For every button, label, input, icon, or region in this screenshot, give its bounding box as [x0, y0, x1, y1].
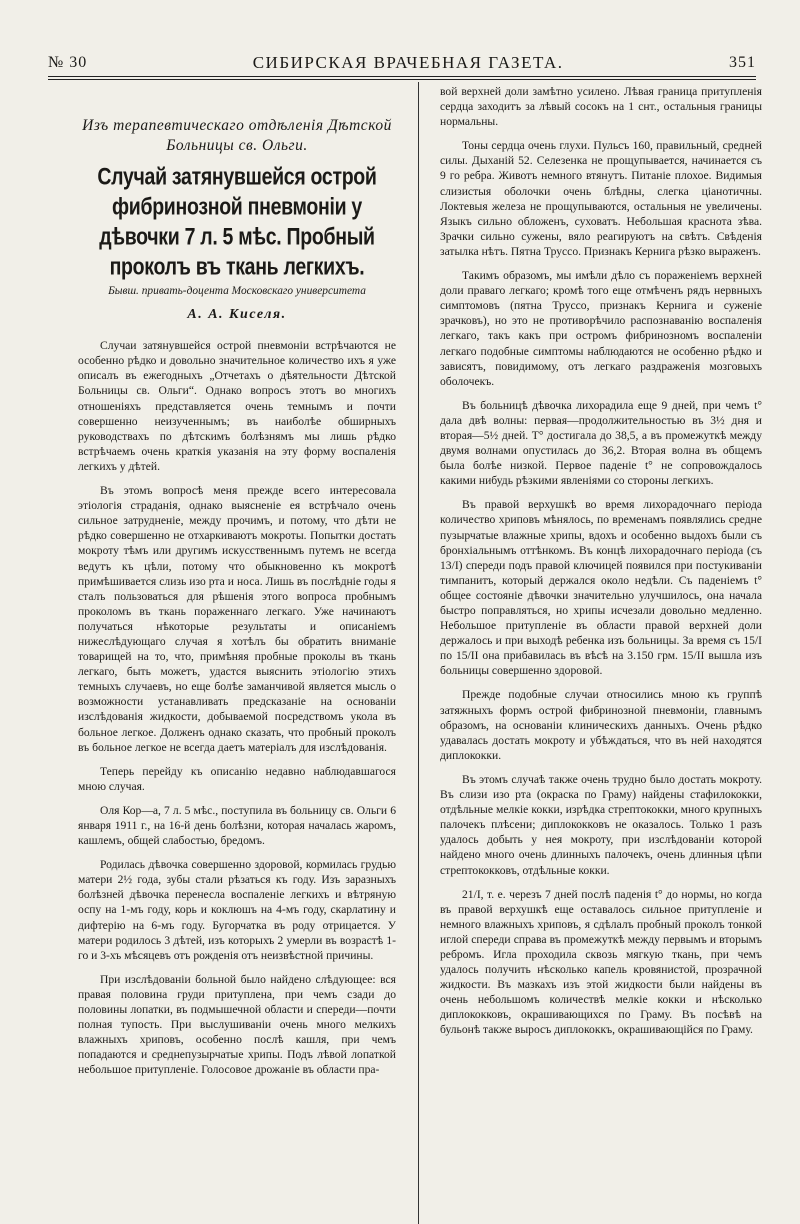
paragraph: вой верхней доли замѣтно усилено. Лѣвая граница притупленія сердца заходитъ за лѣвый сосокъ на 1 снт., остальныя границы нормальны.: [440, 85, 762, 129]
right-column: [440, 84, 762, 1220]
author-name: А. А. Киселя.: [187, 307, 287, 323]
author-position: Бывш. привать-доцента Московскаго университета: [108, 285, 366, 297]
running-header: [48, 50, 756, 76]
paragraph: Родилась дѣвочка совершенно здоровой, кормилась грудью матери 2½ года, зубы стали рѣзаться къ году. Изъ заразныхъ болѣзней дѣвочка перенесла воспаленіе легкихъ и вѣтряную оспу на 1-мъ году, корь и коклюшъ на 4-мъ году, скарлатину и дифтерію на 6-мъ году. Бугорчатка въ роду отрицается. У матери родилось 3 дѣтей, изъ которыхъ 2 умерли въ возрастѣ 1-го и 3-хъ мѣсяцевъ отъ рожденія отъ неизвѣстной причины.: [78, 858, 396, 962]
paragraph: Въ этомъ вопросѣ меня прежде всего интересовала этіологія страданія, однако выясненіе ея встрѣчало очень сильное затрудненіе, между прочимъ, и потому, что дѣти не рѣдко совершенно не отхаркиваютъ мокроты. Попытки достать мокроту тѣмъ или другимъ искусственнымъ путемъ не всегда ведутъ къ цѣли, потому что обыкновенно къ мокротѣ примѣшивается слизь изо рта и носа. Лишь въ послѣдніе годы я сталъ пользоваться для рѣшенія этого вопроса пробнымъ проколомъ въ ткань пораженнаго легкаго. Уже начинаютъ получаться нѣкоторые результаты и описаніемъ нижеслѣдующаго случая я хотѣлъ бы обратить вниманіе товарищей на то, что, примѣняя пробные проколы въ ткань легкаго, быть можетъ, удастся выяснить этіологію этихъ темныхъ случаевъ, но еще болѣе заманчивой является мысль о возможности устанавливать предсказаніе на основаніи изслѣдованія жидкости, добываемой посредствомъ укола въ больное легкое. Долженъ однако сказать, что пробный проколъ въ больное легкое не всегда даетъ матеріалъ для изслѣдованія.: [78, 484, 396, 754]
paragraph: Тоны сердца очень глухи. Пульсъ 160, правильный, средней силы. Дыханій 52. Селезенка не прощупывается, начинается съ 9 го ребра. Животъ немного втянутъ. Питаніе плохое. Видимыя слизистыя оболочки очень блѣдны, слегка ціанотичны. Локтевыя железа не прощупываются, остальныя не увеличены. Языкъ сильно обложенъ, суховатъ. Небольшая краснота зѣва. Зрачки сильно сужены, вяло реагируютъ на свѣтъ. Свѣденія затылка нѣтъ. Пятна Труссо. Признакъ Кернига рѣзко выраженъ.: [440, 139, 762, 258]
paragraph: Такимъ образомъ, мы имѣли дѣло съ пораженіемъ верхней доли праваго легкаго; кромѣ того еще отмѣченъ рядъ нервныхъ симптомовъ (пятна Труссо, признакъ Кернига и суженіе зрачковъ), но это не противорѣчило распознаванію воспаленія легкаго, такъ какъ при остромъ фибринозномъ воспаленіи легкаго подобные симптомы наблюдаются не особенно рѣдко и зависятъ, повидимому, отъ легкаго раздраженія мозговыхъ оболочекъ.: [440, 269, 762, 388]
article-title: Случай затянувшейся острой фибринозной пневмоніи у дѣвочки 7 л. 5 мѣс. Пробный проколъ въ ткань легкихъ.: [97, 163, 377, 281]
left-column: [78, 84, 396, 1220]
paragraph: 21/I, т. е. черезъ 7 дней послѣ паденія t° до нормы, но когда въ правой верхушкѣ еще оставалось сильное притупленіе и немного влажныхъ хриповъ, я сдѣлалъ пробный проколъ тонкой иглой спереди справа въ промежуткѣ между первымъ и вторымъ ребромъ. Игла проходила сквозь мягкую ткань, при чемъ удалось получить нѣсколько капель кровянистой, прозрачной жидкости. Въ мазкахъ изъ этой жидкости были найдены въ очень небольшомъ количествѣ мелкіе кокки и нѣсколько диплококковъ, окрашивающихся по Граму. Въ посѣвѣ на бульонѣ также выросъ диплококкъ, окрашивающійся по Граму.: [440, 887, 762, 1037]
paragraph: Оля Кор—а, 7 л. 5 мѣс., поступила въ больницу св. Ольги 6 января 1911 г., на 16-й день болѣзни, которая началась жаромъ, кашлемъ, общей слабостью, бредомъ.: [78, 803, 396, 848]
paragraph: Случаи затянувшейся острой пневмоніи встрѣчаются не особенно рѣдко и довольно значительное количество ихъ я уже описалъ въ ежегодныхъ „Отчетахъ о дѣятельности Дѣтской Больницы св. Ольги“. Однако вопросъ этотъ во многихъ отношеніяхъ представляется очень темнымъ и почти совершенно неизученнымъ; въ наиболѣе обширныхъ руководствахъ по дѣтскимъ болѣзнямъ мы лишь рѣдко встрѣчаемъ очень краткія указанія на эту форму воспаленія легкихъ у дѣтей.: [78, 339, 396, 473]
header-rule: [48, 76, 756, 77]
page-number: 351: [728, 54, 756, 71]
department-heading: Изъ терапевтическаго отдѣленія Дѣтской Больницы св. Ольги.: [82, 117, 392, 154]
paragraph: При изслѣдованіи больной было найдено слѣдующее: вся правая половина груди притуплена, при чемъ сзади до половины лопатки, въ подмышечной области и спереди—почти полная тупость. При выслушиваніи очень много мелкихъ влажныхъ хриповъ, особенно послѣ кашля, при чемъ попадаются и среднепузырчатые хрипы. Подъ лѣвой лопаткой небольшое притупленіе. Голосовое дрожаніе въ области пра-: [78, 972, 396, 1077]
paragraph: Прежде подобные случаи относились мною къ группѣ затяжныхъ формъ острой фибринозной пневмоніи, главнымъ образомъ, на основаніи клиническихъ данныхъ. Очень рѣдко удавалась достать мокроту и убѣждаться, что въ ней находятся диплококки.: [440, 688, 762, 762]
paragraph: Въ этомъ случаѣ также очень трудно было достать мокроту. Въ слизи изо рта (окраска по Граму) найдены стафилококки, отдѣльные мелкіе кокки, изрѣдка стрептококки, много крупныхъ палочекъ плѣсени; диплококковъ не оказалось. Только 1 разъ удалось добыть у нея мокроту, при изслѣдованіи которой найдено много очень длинныхъ палочекъ, очень длинныя цѣпи стрептококковъ, отдѣльные кокки.: [440, 772, 762, 877]
column-divider: [418, 82, 419, 1224]
paragraph: Теперь перейду къ описанію недавно наблюдавшагося мною случая.: [78, 764, 396, 793]
journal-title: СИБИРСКАЯ ВРАЧЕБНАЯ ГАЗЕТА.: [252, 53, 564, 72]
issue-number: № 30: [48, 54, 88, 71]
paragraph: Въ больницѣ дѣвочка лихорадила еще 9 дней, при чемъ t° дала двѣ волны: первая—продолжительностью въ 3½ дня и вторая—5½ дней. T° достигала до 38,5, а въ промежуткѣ между двумя волнами опустилась до 36,2. Вторая волна въ общемъ была болѣе низкой. Первое паденіе t° не сопровождалось какими нибудь рѣзкими явленіями со стороны легкихъ.: [440, 398, 762, 488]
paragraph: Въ правой верхушкѣ во время лихорадочнаго періода количество хриповъ мѣнялось, по временамъ появлялись средне пузырчатые влажные хрипы, вдохъ и особенно выдохъ были съ бронхіальнымъ оттѣнкомъ. Въ концѣ лихорадочнаго періода (съ 13/I) спереди подъ правой ключицей появился при постукиваніи тимпанитъ, который держался около недѣли. Съ паденіемъ t° общее состояніе дѣвочки значительно улучшилось, она начала быстро поправляться, но хрипы исчезали довольно медленно. Небольшое притупленіе въ области правой верхней доли держалось и при выходѣ ребенка изъ больницы. За время съ 15/I по 15/II она прибавилась въ вѣсѣ на 3.150 грм. 15/II вышла изъ больницы совершенно здоровой.: [440, 498, 762, 678]
header-rule-thin: [48, 79, 756, 80]
